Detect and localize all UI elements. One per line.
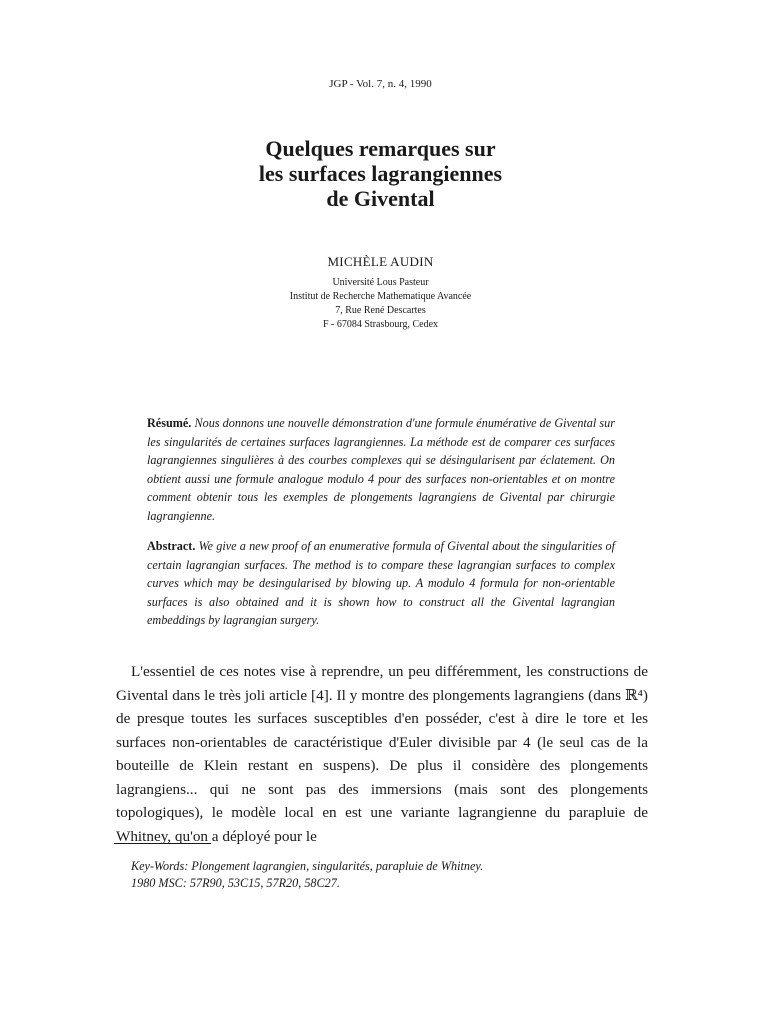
abstract-text: We give a new proof of an enumerative formula of Givental about the singularities of certain lagrangian surfaces. The method is to compare these lagrangian surfaces to complex curves which may be desingularised by blowing up. A modulo 4 formula for non-orientable surfaces is also obtained and it is shown how to construct all the Givental lagrangian embeddings by lagrangian surgery. [147, 539, 615, 628]
footnote-rule [114, 843, 211, 844]
resume-block [147, 414, 615, 526]
resume-text: Nous donnons une nouvelle démonstration d'une formule énumérative de Givental sur les singularités de certaines surfaces lagrangiennes. La méthode est de comparer ces surfaces lagrangiennes singulières à des courbes complexes qui se désingularisent par éclatement. On obtient aussi une formule analogue modulo 4 pour des surfaces non-orientables et on montre comment obtenir tous les exemples de plongements lagrangiens de Givental par chirurgie lagrangienne. [147, 416, 616, 523]
author-name: MICHÈLE AUDIN [327, 254, 434, 269]
footnote-msc: 1980 MSC: 57R90, 53C15, 57R20, 58C27. [131, 876, 340, 890]
resume-label: Résumé. [147, 416, 192, 430]
abstract-block [147, 537, 615, 630]
title-line-3: de Givental [326, 186, 435, 211]
affiliation-line-2: Institut de Recherche Mathematique Avancée [289, 291, 472, 302]
footnote [131, 858, 651, 892]
author-affiliation [0, 276, 761, 332]
journal-header: JGP - Vol. 7, n. 4, 1990 [329, 78, 432, 90]
title-line-1: Quelques remarques sur [265, 136, 496, 161]
affiliation-line-3: 7, Rue René Descartes [335, 305, 426, 316]
affiliation-line-1: Université Lous Pasteur [332, 277, 429, 288]
affiliation-line-4: F - 67084 Strasbourg, Cedex [322, 319, 439, 330]
body-paragraph: L'essentiel de ces notes vise à reprendre, un peu différemment, les constructions de Givental dans le très joli article [4]. Il y montre des plongements lagrangiens (dans ℝ⁴) de presque toutes les surfaces susceptibles d'en posséder, c'est à dire le tore et les surfaces non-orientables de caractéristique d'Euler divisible par 4 (le seul cas de la bouteille de Klein restant en suspens). De plus il considère des plongements lagrangiens... qui ne sont pas des immersions (mais sont des plongements topologiques), le modèle local en est une variante lagrangienne du parapluie de Whitney, qu'on a déployé pour le [116, 663, 648, 845]
paper-title [0, 136, 761, 211]
footnote-keywords: Key-Words: Plongement lagrangien, singularités, parapluie de Whitney. [131, 859, 484, 873]
title-line-2: les surfaces lagrangiennes [258, 161, 503, 186]
abstract-label: Abstract. [147, 539, 196, 553]
